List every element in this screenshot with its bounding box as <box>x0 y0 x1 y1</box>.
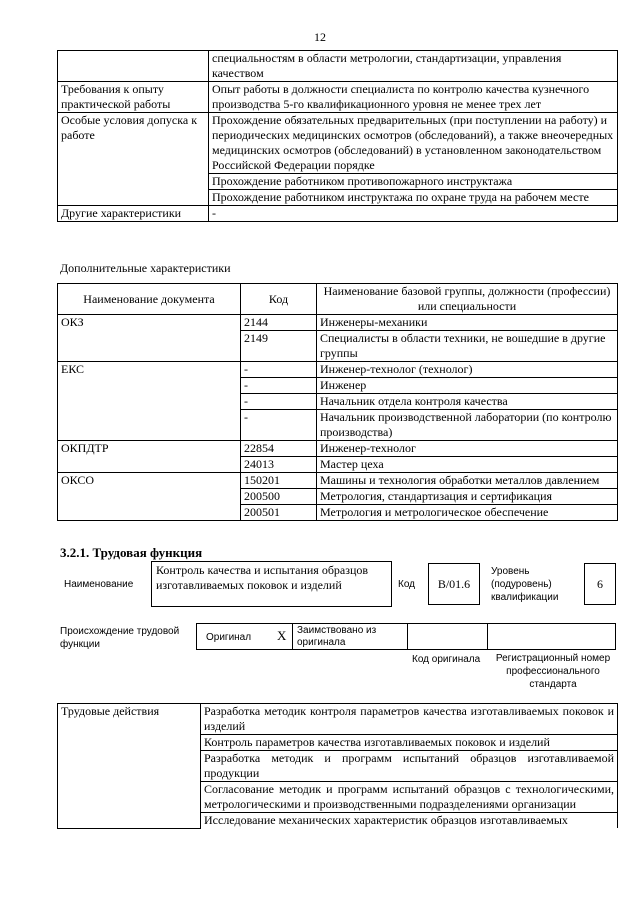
divider <box>407 624 408 649</box>
table-row <box>58 473 618 489</box>
code-value: В/01.6 <box>437 577 471 591</box>
original-mark: X <box>277 628 287 643</box>
name-cell: Машины и технология обработки металлов давлением <box>317 473 618 489</box>
code-cell: 200500 <box>241 489 317 505</box>
doc-cell: ОКПДТР <box>58 441 241 473</box>
code-cell: - <box>241 410 317 441</box>
row-value: Прохождение работником противопожарного инструктажа <box>209 174 618 190</box>
level-label: Уровень (подуровень) квалификации <box>491 566 559 603</box>
code-cell: - <box>241 394 317 410</box>
actions-table <box>57 703 618 829</box>
action-item: Разработка методик и программ испытаний образцов изготавливаемой продукции <box>201 751 618 782</box>
actions-label: Трудовые действия <box>58 704 201 829</box>
name-cell: Метрология, стандартизация и сертификация <box>317 489 618 505</box>
table-row <box>58 441 618 457</box>
code-cell: 24013 <box>241 457 317 473</box>
action-item: Разработка методик контроля параметров качества изготавливаемых поковок и изделий <box>201 704 618 735</box>
name-cell: Специалисты в области техники, не вошедшие в другие группы <box>317 331 618 362</box>
code-cell: - <box>241 362 317 378</box>
name-label: Наименование <box>64 579 134 590</box>
header-name: Наименование базовой группы, должности (профессии) или специальности <box>317 284 618 315</box>
divider <box>487 624 488 649</box>
divider <box>292 624 293 649</box>
name-cell: Начальник отдела контроля качества <box>317 394 618 410</box>
code-label: Код <box>398 579 416 590</box>
header-doc: Наименование документа <box>58 284 241 315</box>
doc-cell: ЕКС <box>58 362 241 441</box>
function-name: Контроль качества и испытания образцов изготавливаемых поковок и изделий <box>156 563 369 592</box>
row-value: - <box>209 206 618 222</box>
level-value: 6 <box>597 577 603 591</box>
action-item: Исследование механических характеристик образцов изготавливаемых <box>201 813 618 829</box>
row-value: Прохождение обязательных предварительных (при поступлении на работу) и периодических медицинских осмотров (обследований), а также внеочередных медицинских осмотров (обследований) в установленном законодательством Российской Федерации порядке <box>209 113 618 174</box>
reg-number-label: Регистрационный номер профессионального стандарта <box>495 653 611 690</box>
table-row <box>58 82 618 113</box>
code-box <box>428 563 480 605</box>
table-row <box>58 206 618 222</box>
row-label: Другие характеристики <box>58 206 209 222</box>
row-label: Особые условия допуска к работе <box>58 113 209 206</box>
additional-table <box>57 283 618 521</box>
code-original-label: Код оригинала <box>412 654 481 665</box>
additional-heading: Дополнительные характеристики <box>60 261 231 275</box>
action-item: Контроль параметров качества изготавливаемых поковок и изделий <box>201 735 618 751</box>
row-value: специальностям в области метрологии, стандартизации, управления качеством <box>209 51 618 82</box>
code-cell: 150201 <box>241 473 317 489</box>
action-item: Согласование методик и программ испытаний образцов с технологическими, метрологическими и производственными подразделениями организации <box>201 782 618 813</box>
origin-label: Происхождение трудовой функции <box>60 626 180 650</box>
row-label <box>58 51 209 82</box>
code-cell: 2149 <box>241 331 317 362</box>
row-value: Опыт работы в должности специалиста по контролю качества кузнечного производства 5-го квалификационного уровня не менее трех лет <box>209 82 618 113</box>
code-cell: 22854 <box>241 441 317 457</box>
name-cell: Инженер-технолог (технолог) <box>317 362 618 378</box>
table-row <box>58 315 618 331</box>
name-cell: Инженеры-механики <box>317 315 618 331</box>
table-row <box>58 113 618 174</box>
name-cell: Мастер цеха <box>317 457 618 473</box>
page-number: 12 <box>314 30 326 44</box>
code-cell: 2144 <box>241 315 317 331</box>
table-row <box>58 51 618 82</box>
row-value: Прохождение работником инструктажа по охране труда на рабочем месте <box>209 190 618 206</box>
header-code: Код <box>241 284 317 315</box>
level-box <box>584 563 616 605</box>
name-cell: Метрология и метрологическое обеспечение <box>317 505 618 521</box>
name-cell: Инженер-технолог <box>317 441 618 457</box>
name-cell: Инженер <box>317 378 618 394</box>
table-row <box>58 704 618 735</box>
requirements-table <box>57 50 618 222</box>
table-header-row <box>58 284 618 315</box>
table-row <box>58 362 618 378</box>
origin-box <box>196 623 616 650</box>
code-cell: - <box>241 378 317 394</box>
original-label: Оригинал <box>206 632 252 643</box>
doc-cell: ОКЗ <box>58 315 241 362</box>
name-cell: Начальник производственной лаборатории (по контролю производства) <box>317 410 618 441</box>
borrowed-label: Заимствовано из оригинала <box>297 625 377 648</box>
row-label: Требования к опыту практической работы <box>58 82 209 113</box>
code-cell: 200501 <box>241 505 317 521</box>
section-heading: 3.2.1. Трудовая функция <box>60 545 203 560</box>
function-name-box <box>151 561 392 607</box>
doc-cell: ОКСО <box>58 473 241 521</box>
